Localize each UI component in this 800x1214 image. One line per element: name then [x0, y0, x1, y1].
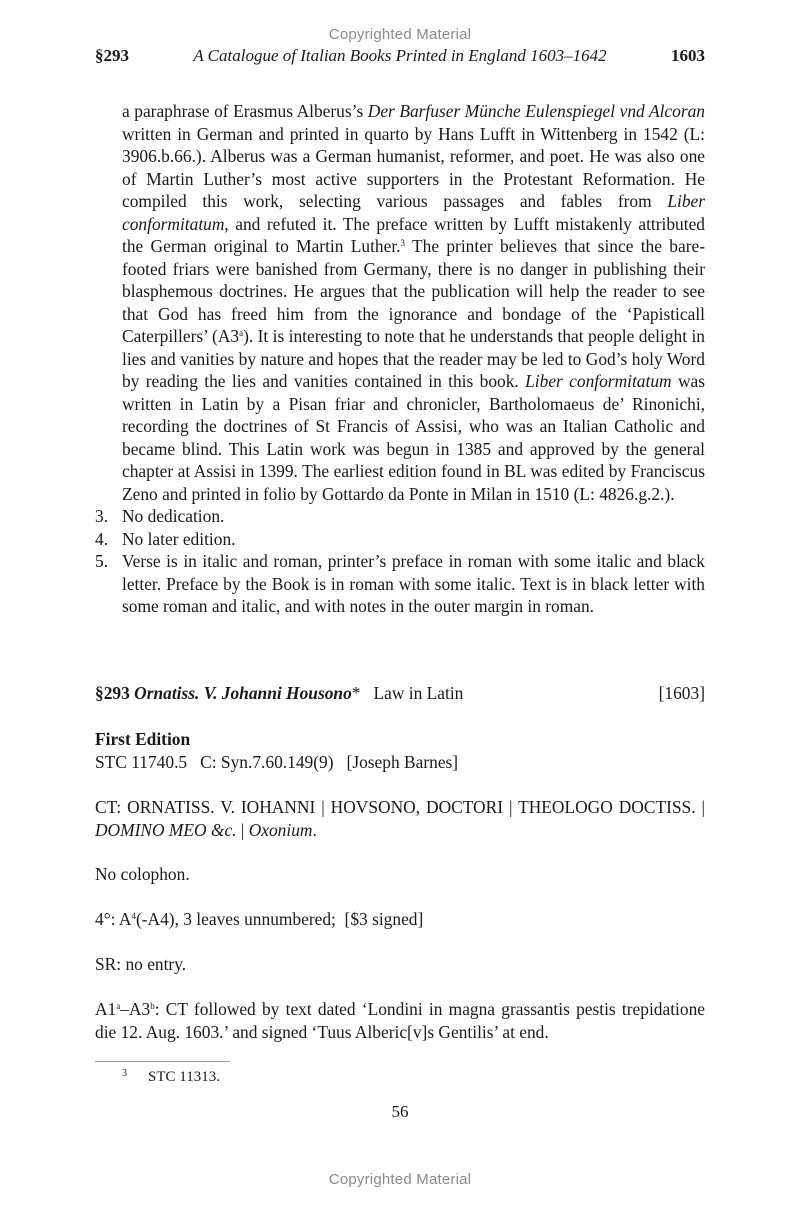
notes-list: [95, 505, 705, 618]
first-edition-block: [95, 728, 705, 773]
list-text: No later edition.: [122, 528, 236, 549]
text-run: ). It is interesting to note that he understands that people delight in lies and vanities by nature and hopes that the reader may be led to God’s holy Word by reading the lies and vanities contained in this book.: [122, 326, 705, 391]
paragraph-note-2: [122, 100, 705, 505]
text-run: , and refuted it. The preface written by Lufft mistakenly attributed the German original to Martin Luther.: [122, 213, 705, 256]
list-text: No dedication.: [122, 506, 225, 526]
list-number: 5.: [95, 551, 109, 571]
italic-title: Liber conformitatum: [122, 191, 705, 234]
list-number: 4.: [95, 528, 109, 549]
ct-roman: CT: ORNATISS. V. IOHANNI | HOVSONO, DOCTORI | THEOLOGO DOCTISS. |: [95, 797, 705, 817]
text-run: was written in Latin by a Pisan friar and chronicler, Bartholomaeus de’ Rinonichi, recording the doctrines of St Francis of Assisi, who was an Italian Catholic and became blind. This Latin work was begun in 1385 and approved by the general chapter at Assisi in 1399. The earliest edition found in BL was edited by Franciscus Zeno and printed in folio by Gottardo da Ponte in Milan in 1510 (L: 4826.g.2.).: [122, 371, 705, 504]
entry-date: [1603]: [658, 683, 705, 703]
sr-line: SR: no entry.: [95, 954, 187, 974]
list-item: [95, 528, 705, 551]
first-edition-heading: First Edition: [95, 729, 191, 749]
header-year: 1603: [671, 46, 705, 65]
ct-end: .: [312, 819, 317, 840]
italic-title: Der Barfuser Münche Eulenspiegel vnd Alcoran: [367, 101, 705, 121]
entry-section: §293: [95, 683, 130, 703]
entry-heading: [95, 683, 705, 707]
footnote-text: STC 11313.: [148, 1069, 220, 1085]
collation-sup: 4: [131, 911, 136, 921]
entry-subject: Law in Latin: [373, 683, 464, 703]
main-body: [95, 100, 705, 618]
contents-text: A1: [95, 999, 117, 1019]
ct-italic: DOMINO MEO &c.: [95, 819, 237, 840]
contents-text: : CT followed by text dated ‘Londini in magna grassantis pestis trepidatione die 12. Aug. 1603.’ and signed ‘Tuus Alberic[v]s Gentilis’ at end.: [95, 999, 705, 1042]
ct-sep: |: [236, 819, 249, 840]
running-header: [95, 46, 705, 68]
contents-text: –A3: [120, 999, 151, 1019]
entry-asterisk: *: [351, 683, 361, 703]
header-section: §293: [95, 46, 129, 65]
signature-sup: a: [239, 328, 244, 338]
ct-italic: Oxonium: [248, 819, 313, 840]
header-title: A Catalogue of Italian Books Printed in England 1603–1642: [193, 46, 607, 65]
list-item: [95, 550, 705, 618]
text-run: written in German and printed in quarto by Hans Lufft in Wittenberg in 1542 (L: 3906.b.66.). Alberus was a German humanist, reformer, and poet. He was also one of Martin Luther’s most active supporters in the Protestant Reformation. He compiled this work, selecting various passages and fables from: [122, 123, 705, 211]
first-edition-details: STC 11740.5 C: Syn.7.60.149(9) [Joseph Barnes]: [95, 751, 459, 772]
list-item: [95, 505, 705, 528]
contents-sup: b: [150, 1001, 155, 1011]
footnote-divider: [95, 1061, 230, 1062]
collation-text: 4°: A: [95, 909, 132, 929]
footnote-number: 3: [122, 1068, 127, 1079]
footnote-ref: 3: [400, 238, 405, 248]
italic-title: Liber conformitatum: [525, 371, 672, 391]
colophon-line: No colophon.: [95, 864, 190, 884]
watermark-top: Copyrighted Material: [328, 26, 472, 43]
contents-sup: a: [116, 1001, 121, 1011]
collation-line: [95, 908, 705, 931]
page-number: 56: [391, 1102, 409, 1121]
list-number: 3.: [95, 506, 109, 526]
list-text: Verse is in italic and roman, printer’s preface in roman with some italic and black letter. Preface by the Book is in roman with some italic. Text is in black letter with some roman and italic, and with notes in the outer margin in roman.: [122, 551, 705, 616]
text-run: The printer believes that since the bare-footed friars were banished from Germany, there is no danger in publishing their blasphemous doctrines. He argues that the publication will help the reader to see that God has freed him from the ignorance and bondage of the ‘Papisticall Caterpillers’ (A3: [122, 236, 705, 346]
text-run: a paraphrase of Erasmus Alberus’s: [122, 101, 368, 121]
ct-block: [95, 796, 705, 841]
watermark-bottom: Copyrighted Material: [328, 1171, 472, 1188]
collation-text: (-A4), 3 leaves unnumbered; [$3 signed]: [135, 909, 424, 929]
entry-title: Ornatiss. V. Johanni Housono: [134, 683, 352, 703]
contents-block: [95, 998, 705, 1043]
